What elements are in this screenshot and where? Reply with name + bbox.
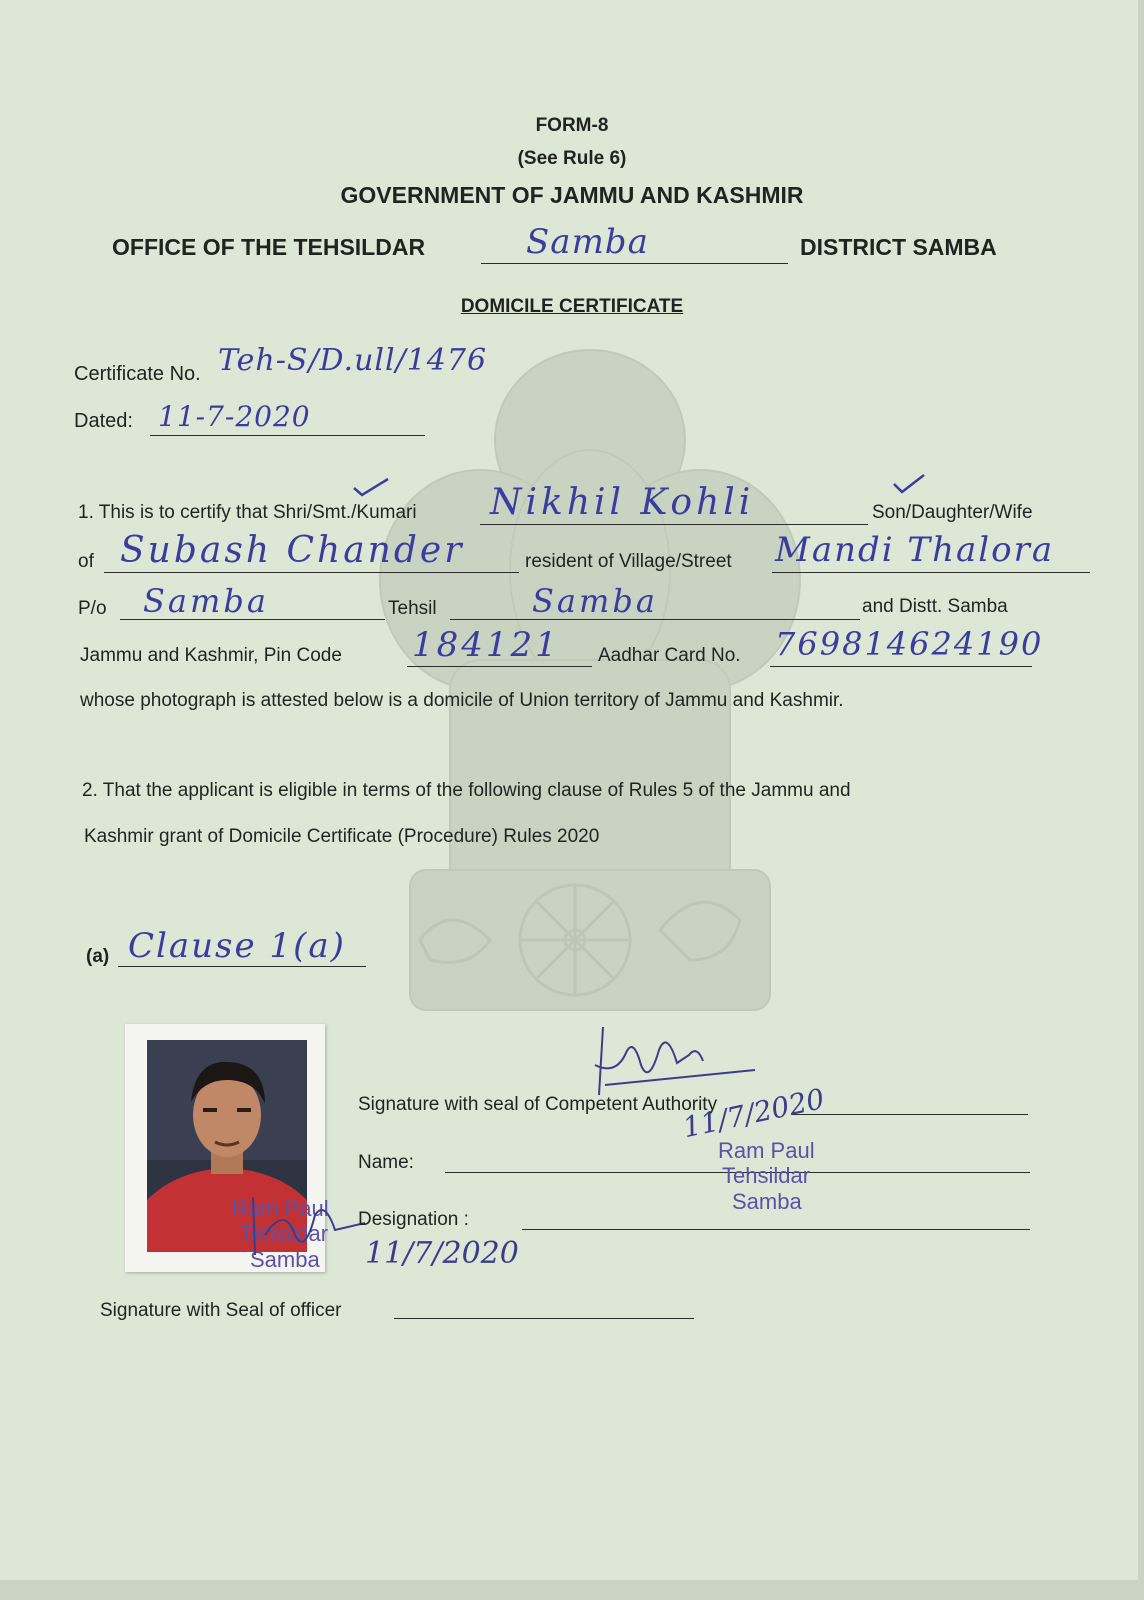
eligibility-line-1: 2. That the applicant is eligible in terms of the following clause of Rules 5 of the Jammu and: [82, 780, 851, 801]
district-label: DISTRICT SAMBA: [800, 234, 997, 260]
pin-label: Jammu and Kashmir, Pin Code: [80, 645, 342, 666]
authority-stamp-designation: Tehsildar: [722, 1163, 811, 1189]
po-label: P/o: [78, 598, 107, 619]
designation-underline: [522, 1229, 1030, 1230]
tehsil-label: Tehsil: [388, 598, 437, 619]
of-label: of: [78, 551, 94, 572]
authority-stamp: [718, 1138, 815, 1214]
po-value: Samba: [143, 582, 269, 620]
father-name: Subash Chander: [120, 530, 465, 571]
authority-sign-date: 11/7/2020: [680, 1082, 828, 1145]
office-underline: [481, 263, 788, 264]
document-title: DOMICILE CERTIFICATE: [460, 296, 684, 317]
photo-signature-scribble: [245, 1195, 375, 1265]
designation-label: Designation :: [358, 1209, 469, 1230]
authority-signature-scribble: [585, 1025, 765, 1100]
officer-underline: [394, 1318, 694, 1319]
aadhar-value: 769814624190: [775, 625, 1044, 663]
name-label: Name:: [358, 1152, 414, 1173]
dated-value: 11-7-2020: [158, 400, 311, 433]
dated-label: Dated:: [74, 410, 133, 432]
resident-label: resident of Village/Street: [525, 551, 732, 572]
authority-stamp-place: Samba: [732, 1188, 802, 1214]
name-underline: [480, 524, 868, 525]
form-number: FORM-8: [535, 115, 609, 136]
photo-sign-date: 11/7/2020: [365, 1236, 519, 1271]
dated-underline: [150, 435, 425, 436]
eligibility-line-2: Kashmir grant of Domicile Certificate (Procedure) Rules 2020: [84, 826, 600, 847]
photo-stamp-name: Ram Paul: [232, 1196, 329, 1221]
certificate-no-value: Teh-S/D.ull/1476: [218, 343, 488, 378]
domicile-statement: whose photograph is attested below is a domicile of Union territory of Jammu and Kashmir.: [80, 690, 844, 711]
photo-stamp-designation: Tehsildar: [240, 1221, 329, 1247]
authority-signature-label: Signature with seal of Competent Authority: [358, 1094, 718, 1115]
pin-underline: [407, 666, 592, 667]
pin-value: 184121: [412, 625, 560, 665]
distt-label: and Distt. Samba: [862, 596, 1008, 617]
tehsil-value: Samba: [532, 582, 658, 620]
photo-stamp-place: Samba: [250, 1246, 320, 1272]
authority-stamp-name: Ram Paul: [718, 1138, 815, 1163]
father-underline: [104, 572, 519, 573]
office-handwritten: Samba: [526, 222, 649, 262]
clause-value: Clause 1(a): [128, 926, 346, 966]
aadhar-label: Aadhar Card No.: [598, 645, 741, 666]
clause-underline: [118, 966, 366, 967]
village-underline: [772, 572, 1090, 573]
officer-signature-label: Signature with Seal of officer: [100, 1300, 342, 1321]
certify-label: 1. This is to certify that Shri/Smt./Kumari: [78, 502, 417, 523]
rule-reference: (See Rule 6): [517, 148, 627, 169]
certificate-no-label: Certificate No.: [74, 363, 201, 385]
check-mark-icon: [892, 472, 928, 496]
government-heading: GOVERNMENT OF JAMMU AND KASHMIR: [340, 182, 804, 208]
check-mark-icon: [352, 476, 392, 498]
relation-label: Son/Daughter/Wife: [872, 502, 1033, 523]
aadhar-underline: [770, 666, 1032, 667]
office-prefix: OFFICE OF THE TEHSILDAR: [112, 234, 426, 260]
clause-label: (a): [86, 946, 110, 967]
applicant-name: Nikhil Kohli: [490, 482, 755, 523]
village-value: Mandi Thalora: [775, 530, 1055, 570]
